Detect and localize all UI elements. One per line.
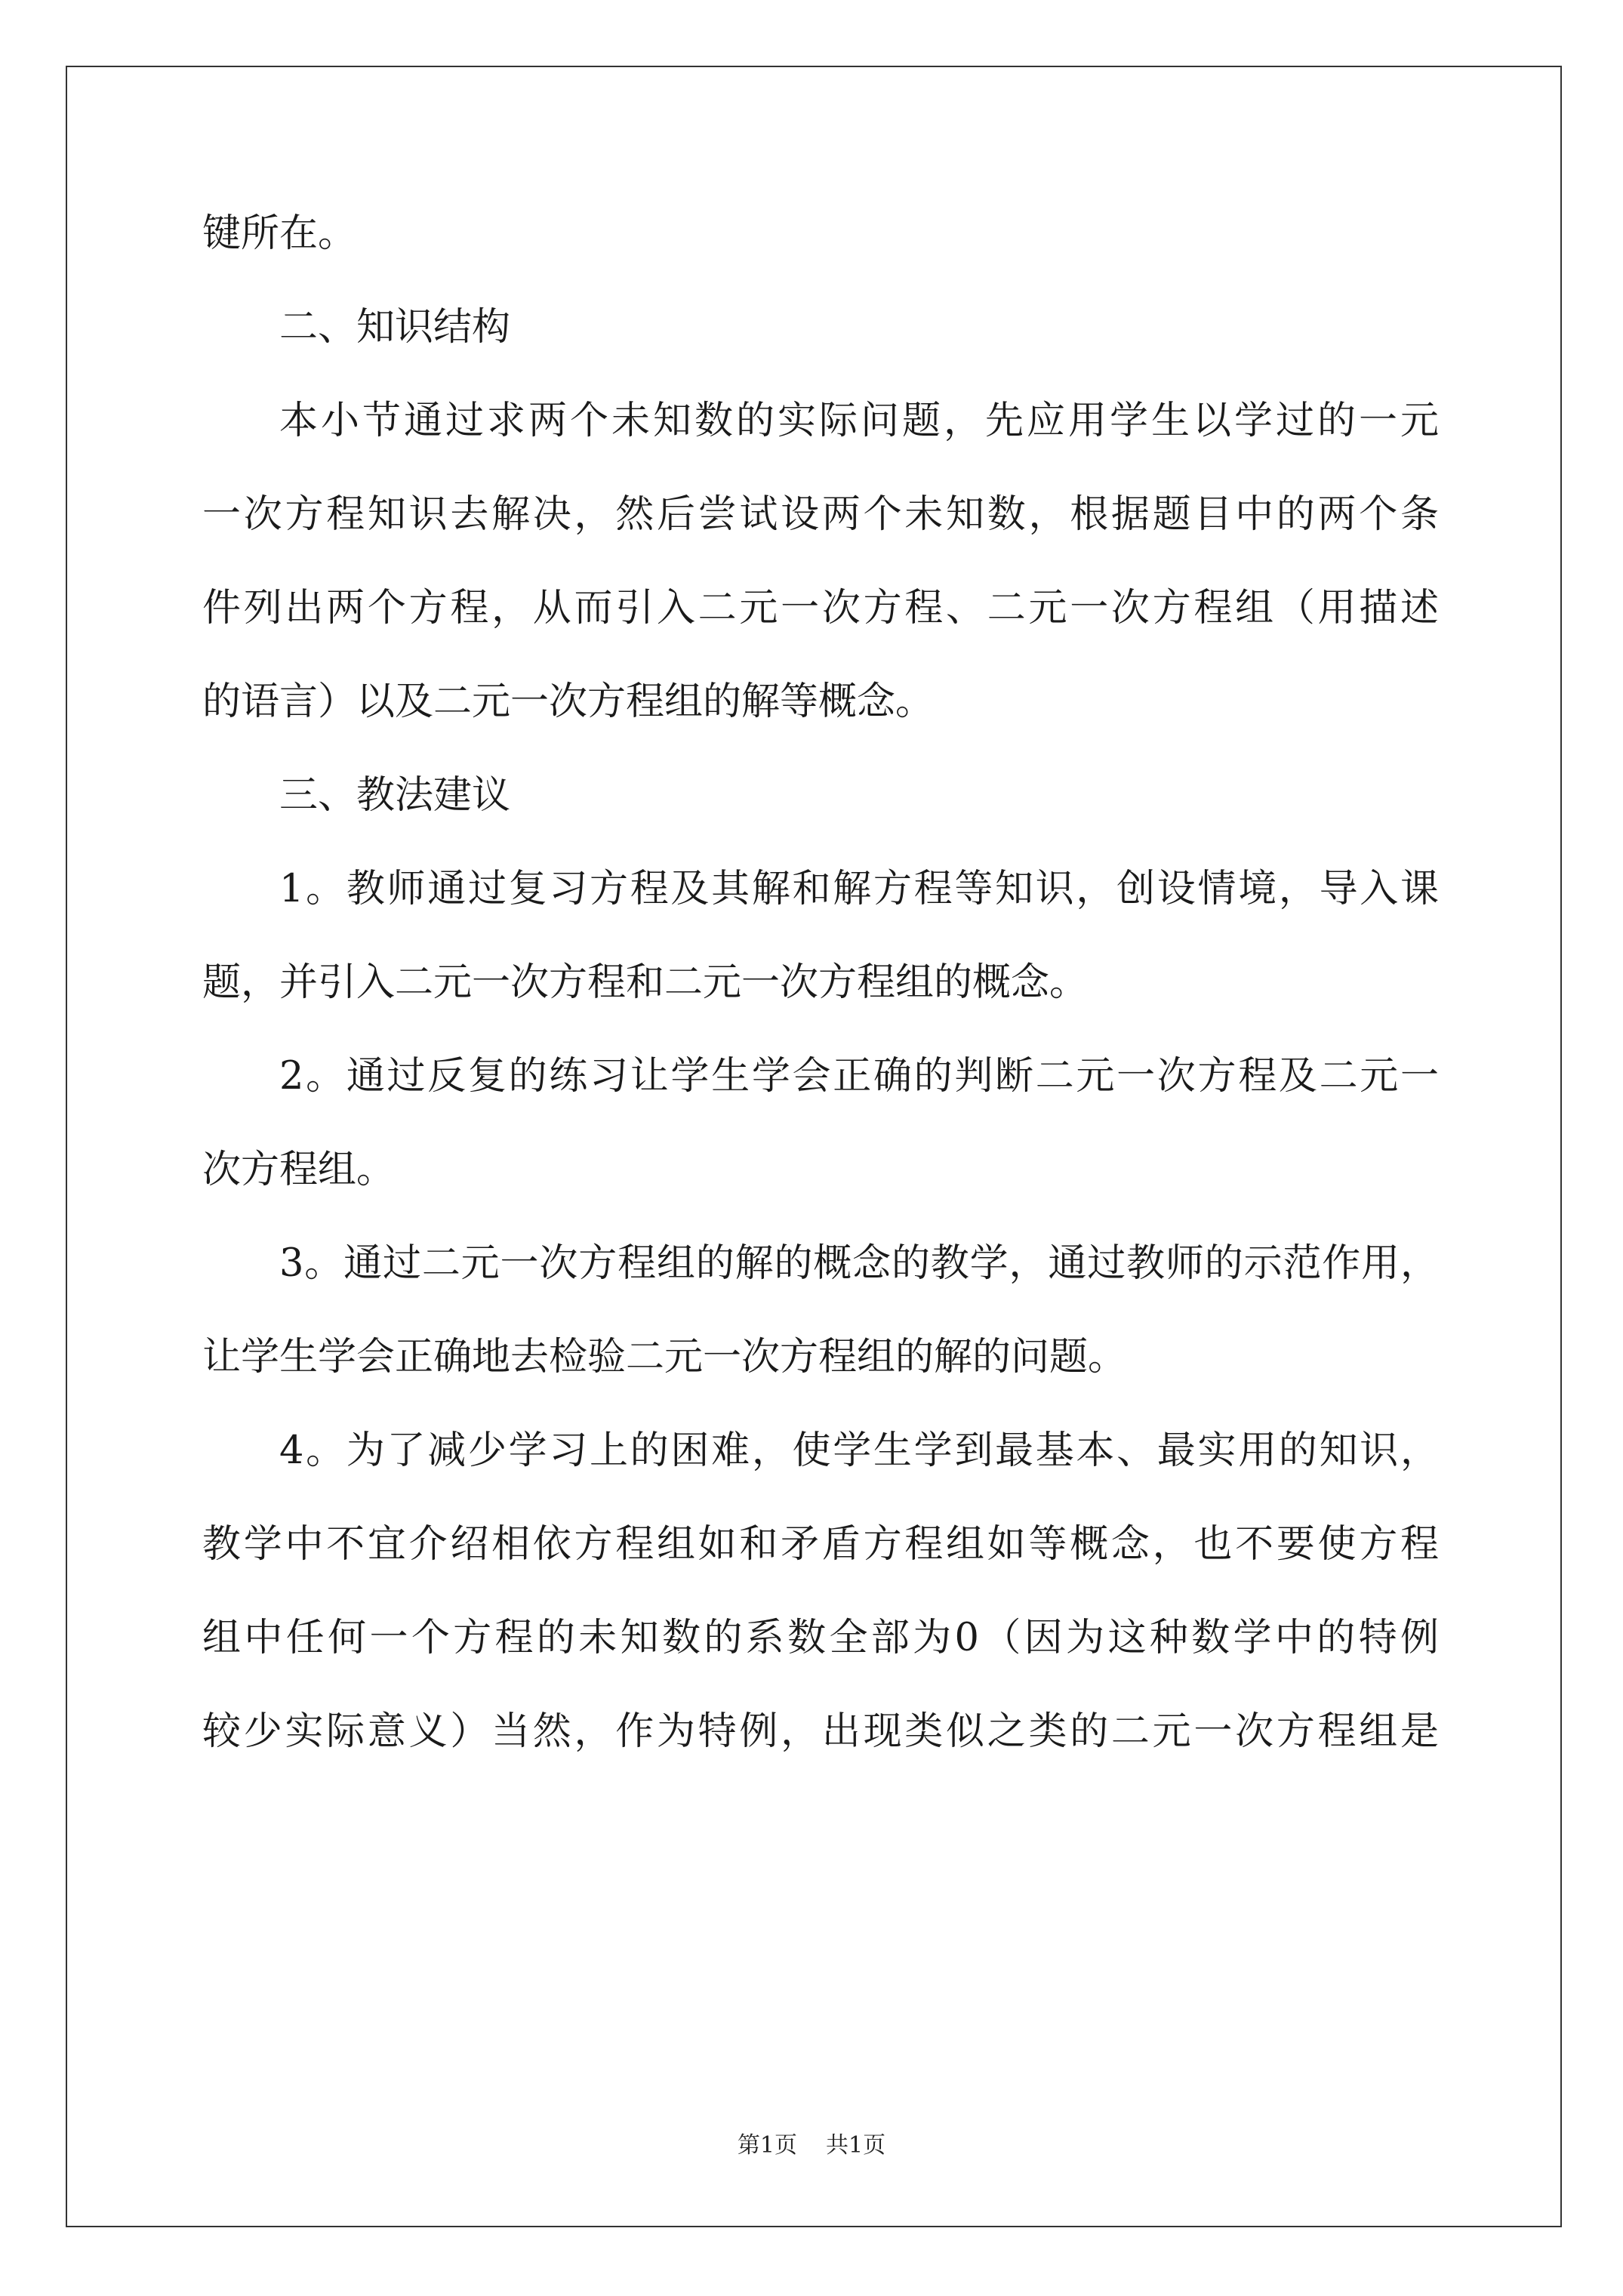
paragraph-line: 题，并引入二元一次方程和二元一次方程组的概念。 — [202, 960, 1089, 1005]
paragraph-line: 4。为了减少学习上的困难，使学生学到最基本、最实用的知识， — [279, 1428, 1439, 1473]
section-heading: 二、知识结构 — [279, 305, 511, 350]
paragraph-line: 3。通过二元一次方程组的解的概念的教学，通过教师的示范作用， — [279, 1241, 1439, 1286]
paragraph-line: 组中任何一个方程的未知数的系数全部为0（因为这种数学中的特例 — [202, 1616, 1439, 1660]
paragraph-line: 较少实际意义）当然，作为特例，出现类似之类的二元一次方程组是 — [202, 1709, 1439, 1754]
paragraph-line: 1。教师通过复习方程及其解和解方程等知识，创设情境，导入课 — [279, 867, 1439, 911]
section-heading: 三、教法建议 — [279, 773, 511, 818]
paragraph-line: 本小节通过求两个未知数的实际问题，先应用学生以学过的一元 — [279, 399, 1439, 443]
paragraph-line: 让学生学会正确地去检验二元一次方程组的解的问题。 — [202, 1335, 1127, 1379]
paragraph-line: 件列出两个方程，从而引入二元一次方程、二元一次方程组（用描述 — [202, 586, 1439, 630]
page-footer — [0, 2126, 1623, 2159]
paragraph-line: 键所在。 — [202, 211, 357, 256]
paragraph-line: 2。通过反复的练习让学生学会正确的判断二元一次方程及二元一 — [279, 1054, 1439, 1099]
paragraph-line: 教学中不宜介绍相依方程组如和矛盾方程组如等概念，也不要使方程 — [202, 1522, 1439, 1567]
page-total: 共1页 — [826, 2132, 886, 2159]
paragraph-line: 一次方程知识去解决，然后尝试设两个未知数，根据题目中的两个条 — [202, 492, 1439, 537]
document-body — [202, 187, 1439, 1779]
paragraph-line: 的语言）以及二元一次方程组的解等概念。 — [202, 680, 935, 724]
page-number: 第1页 — [737, 2132, 797, 2159]
paragraph-line: 次方程组。 — [202, 1148, 396, 1192]
